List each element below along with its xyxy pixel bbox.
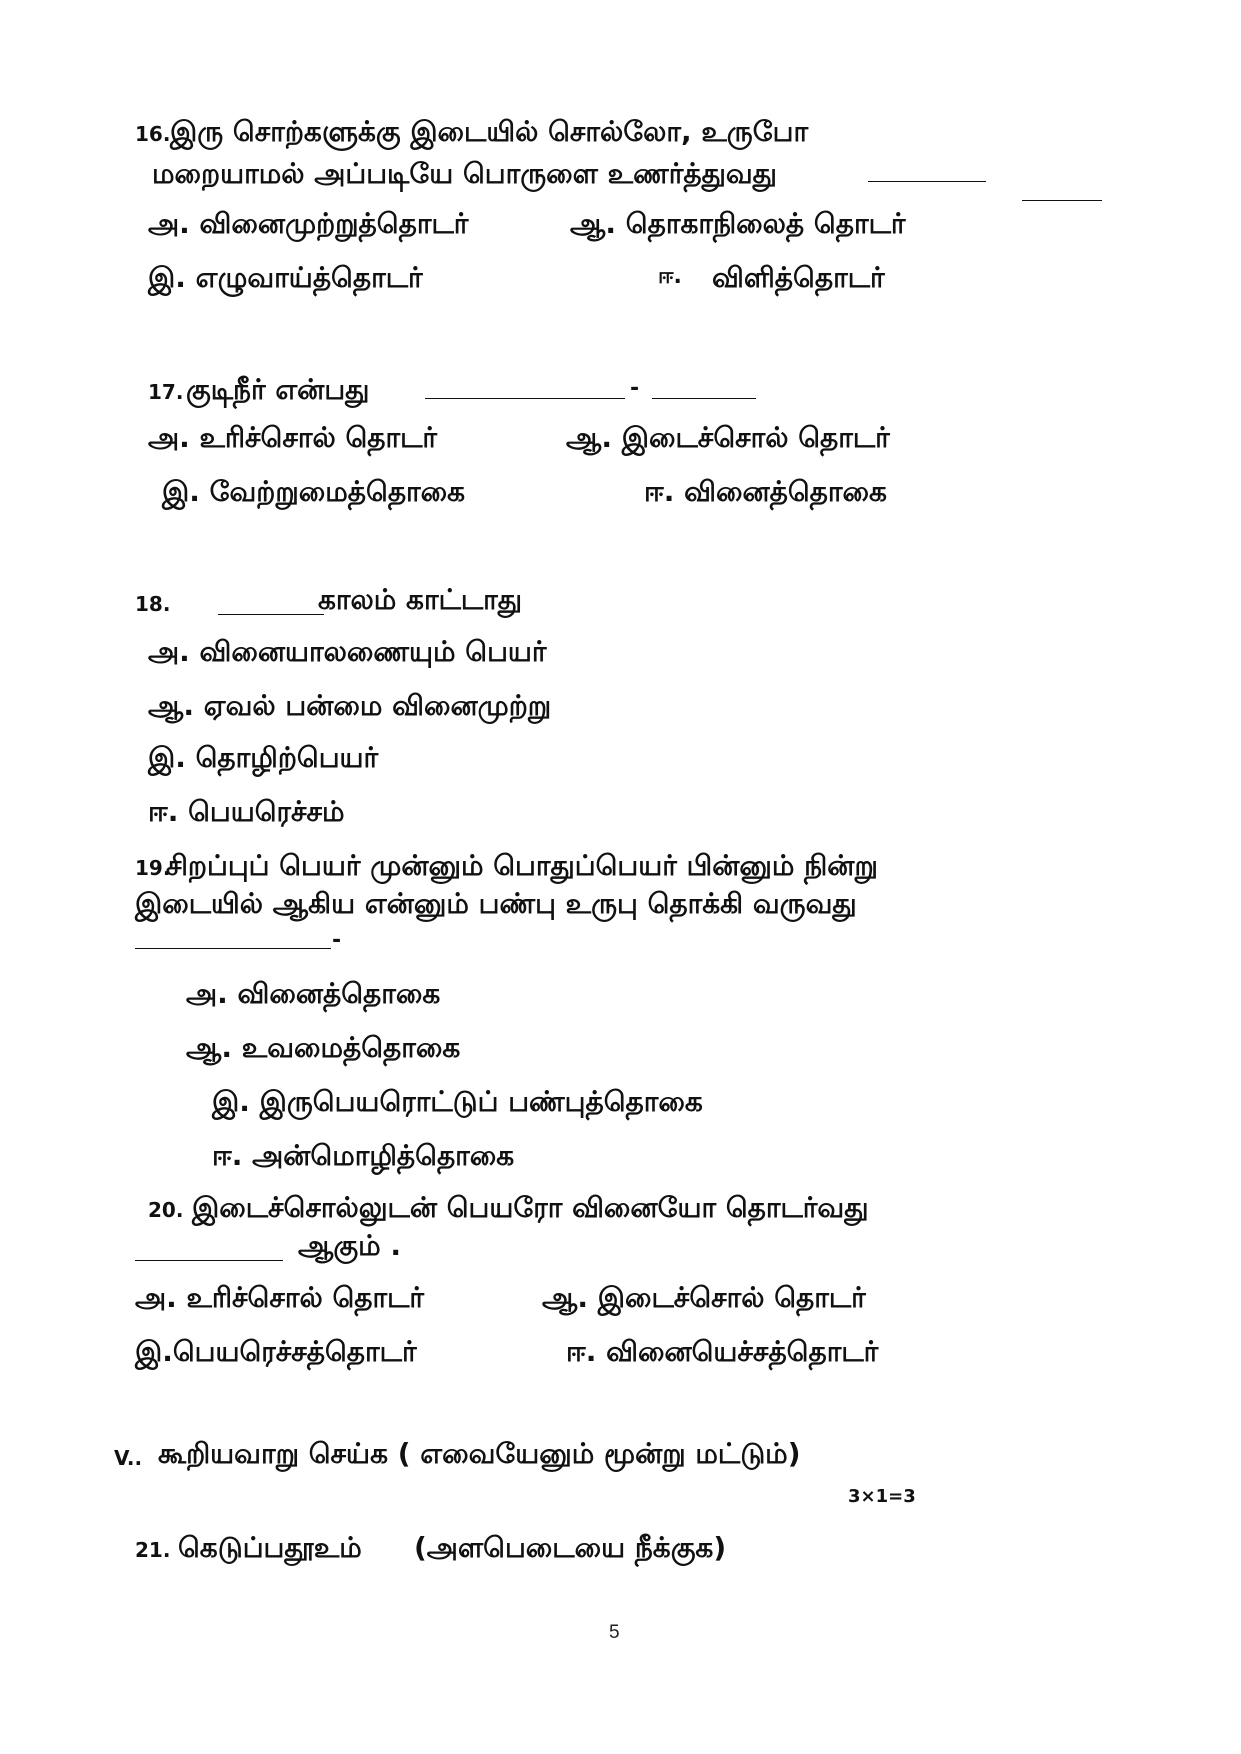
q16-option-a: அ. வினைமுற்றுத்தொடர் [148,207,469,240]
q19-text-line1: சிறப்புப் பெயர் முன்னும் பொதுப்பெயர் பின்னும் நின்று [166,849,878,882]
q20-number: 20. [148,1198,184,1222]
q19-dash: - [332,928,342,953]
q17-answer-blank-2 [652,398,756,399]
q17-option-i: இ. வேற்றுமைத்தொகை [162,475,466,508]
q20-text-line2: ஆகும் . [298,1229,402,1262]
q16-number: 16. [135,122,171,146]
section-v-label: V.. [114,1446,143,1470]
q18-option-a: அ. வினையாலணையும் பெயர் [148,635,547,668]
q18-text: காலம் காட்டாது [318,583,523,616]
page-number: 5 [609,1622,620,1643]
q16-text-line2: மறையாமல் அப்படியே பொருளை உணர்த்துவது [152,157,777,190]
q16-answer-blank-extra [1022,200,1102,201]
q17-option-aa: ஆ. இடைச்சொல் தொடர் [566,421,890,454]
q19-option-i: இ. இருபெயரொட்டுப் பண்புத்தொகை [212,1085,703,1118]
q21-text: கெடுப்பதூஉம் [178,1531,362,1564]
q16-text-line1: இரு சொற்களுக்கு இடையில் சொல்லோ, உருபோ [170,115,809,148]
q19-text-line2: இடையில் ஆகிய என்னும் பண்பு உருபு தொக்கி வருவது [135,887,857,920]
q16-option-ii-marker: ஈ. [658,264,682,289]
q20-text-line1: இடைச்சொல்லுடன் பெயரோ வினையோ தொடர்வது [192,1191,869,1224]
q19-option-ii: ஈ. அன்மொழித்தொகை [212,1139,515,1172]
q16-answer-blank [868,181,986,182]
section-v-heading: கூறியவாறு செய்க ( எவையேனும் மூன்று மட்டும்) [158,1437,801,1470]
q19-answer-blank [135,948,331,949]
q20-option-i: இ.பெயரெச்சத்தொடர் [135,1335,417,1368]
q21-instruction: (அளபெடையை நீக்குக) [414,1531,727,1564]
q16-option-aa: ஆ. தொகாநிலைத் தொடர் [570,207,906,240]
q18-option-aa: ஆ. ஏவல் பன்மை வினைமுற்று [148,689,552,722]
q17-answer-blank [425,398,625,399]
q18-answer-blank [218,614,324,615]
q19-option-aa: ஆ. உவமைத்தொகை [186,1031,461,1064]
section-v-marks: 3×1=3 [848,1486,916,1507]
q20-option-aa: ஆ. இடைச்சொல் தொடர் [542,1281,866,1314]
q18-option-i: இ. தொழிற்பெயர் [148,741,379,774]
q17-text: குடிநீர் என்பது [186,373,370,406]
q16-option-ii: விளித்தொடர் [712,261,885,294]
q20-option-ii: ஈ. வினையெச்சத்தொடர் [566,1335,879,1368]
q21-number: 21. [135,1538,171,1562]
q20-answer-blank [135,1260,283,1261]
q18-number: 18. [135,592,171,616]
q20-option-a: அ. உரிச்சொல் தொடர் [135,1281,425,1314]
q16-option-i: இ. எழுவாய்த்தொடர் [148,261,423,294]
q17-number: 17. [148,380,184,404]
q17-option-a: அ. உரிச்சொல் தொடர் [148,421,438,454]
q17-dash: - [630,376,640,401]
q18-option-ii: ஈ. பெயரெச்சம் [148,795,345,828]
q17-option-ii: ஈ. வினைத்தொகை [644,475,887,508]
q19-option-a: அ. வினைத்தொகை [186,977,441,1010]
q19-number: 19. [135,856,171,880]
